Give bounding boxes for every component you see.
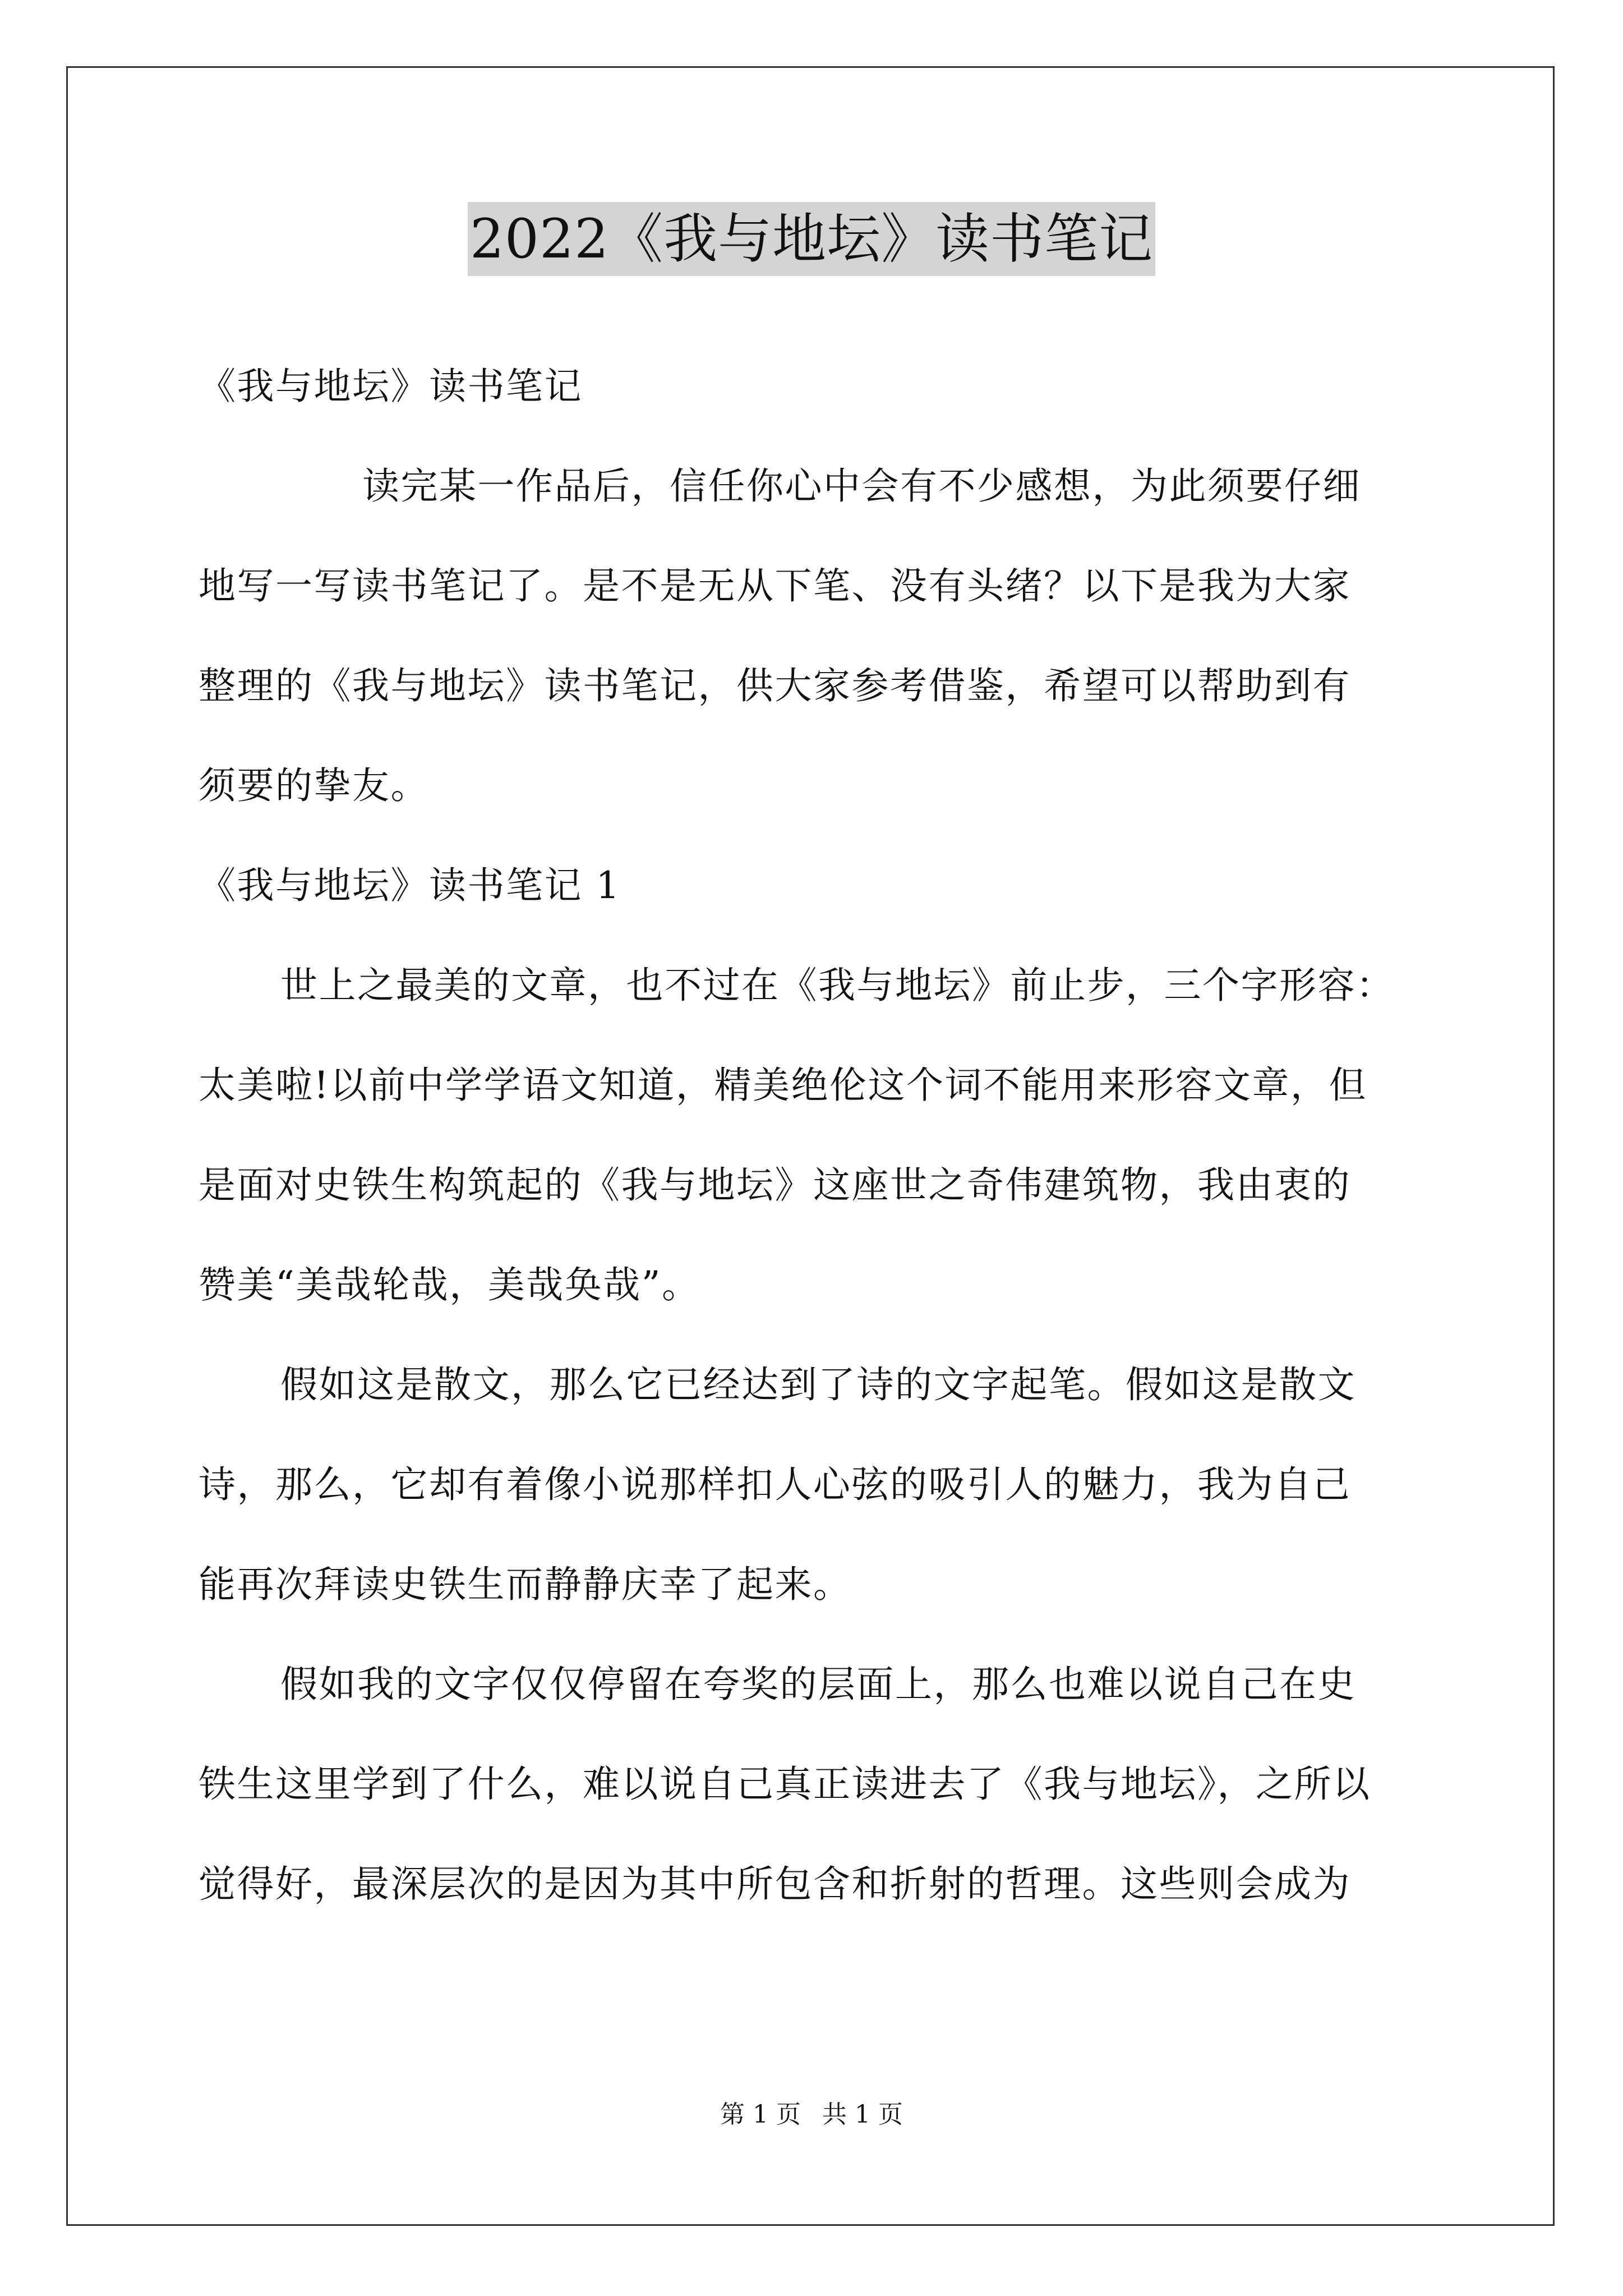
text-line: 能再次拜读史铁生而静静庆幸了起来。	[199, 1563, 852, 1606]
text-line: 整理的《我与地坛》读书笔记，供大家参考借鉴，希望可以帮助到有	[199, 664, 1351, 707]
document-body	[199, 337, 1432, 1934]
text-line: 《我与地坛》读书笔记	[199, 365, 583, 408]
page-total: 共 1 页	[822, 2100, 903, 2129]
text-line: 假如这是散文，那么它已经达到了诗的文字起笔。假如这是散文	[280, 1363, 1356, 1406]
title-container	[0, 202, 1623, 276]
text-line: 世上之最美的文章，也不过在《我与地坛》前止步，三个字形容：	[280, 964, 1395, 1007]
document-title: 2022《我与地坛》读书笔记	[468, 202, 1155, 276]
section-heading: 《我与地坛》读书笔记 1	[199, 864, 621, 907]
text-line: 觉得好，最深层次的是因为其中所包含和折射的哲理。这些则会成为	[199, 1862, 1351, 1906]
page-number: 第 1 页	[720, 2100, 801, 2129]
text-line: 赞美“美哉轮哉，美哉奂哉”。	[199, 1263, 700, 1306]
text-line: 是面对史铁生构筑起的《我与地坛》这座世之奇伟建筑物，我由衷的	[199, 1163, 1351, 1207]
page-footer	[0, 2098, 1623, 2132]
text-line: 须要的挚友。	[199, 764, 429, 807]
text-line: 读完某一作品后，信任你心中会有不少感想，为此须要仔细	[362, 464, 1361, 508]
text-line: 铁生这里学到了什么，难以说自己真正读进去了《我与地坛》，之所以	[199, 1763, 1371, 1806]
text-line: 诗，那么，它却有着像小说那样扣人心弦的吸引人的魅力，我为自己	[199, 1463, 1351, 1506]
text-line: 假如我的文字仅仅停留在夸奖的层面上，那么也难以说自己在史	[280, 1663, 1356, 1706]
text-line: 太美啦!以前中学学语文知道，精美绝伦这个词不能用来形容文章，但	[199, 1064, 1368, 1107]
text-line: 地写一写读书笔记了。是不是无从下笔、没有头绪？以下是我为大家	[199, 564, 1351, 608]
